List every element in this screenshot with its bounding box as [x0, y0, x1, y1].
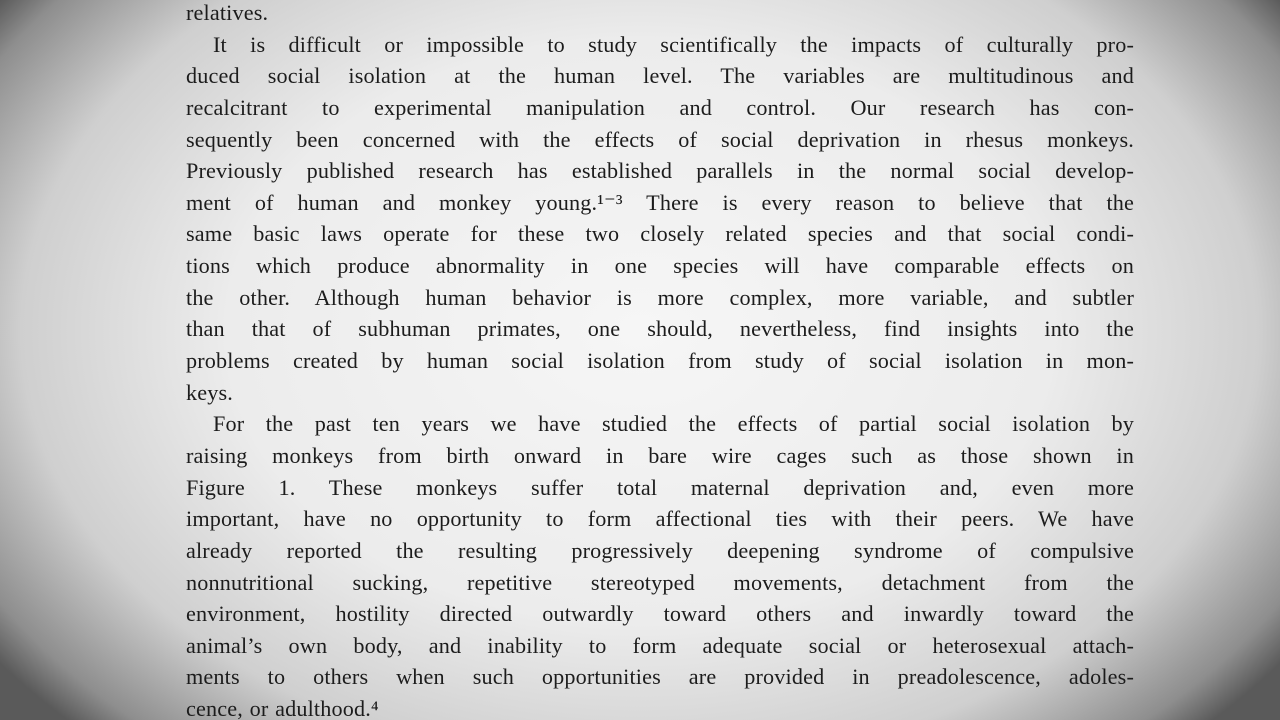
text-line: keys. — [186, 379, 233, 405]
text-line: already reported the resulting progressively deepening syndrome of compulsive — [186, 537, 1134, 563]
text-line: Figure 1. These monkeys suffer total maternal deprivation and, even more — [186, 474, 1134, 500]
text-line: than that of subhuman primates, one should, nevertheless, find insights into the — [186, 316, 1134, 342]
text-line: recalcitrant to experimental manipulation and control. Our research has con- — [186, 94, 1134, 120]
text-line: environment, hostility directed outwardly toward others and inwardly toward the — [186, 601, 1134, 627]
text-line: same basic laws operate for these two closely related species and that social condi- — [186, 221, 1134, 247]
text-line: ments to others when such opportunities are provided in preadolescence, adoles- — [186, 664, 1134, 690]
text-line: problems created by human social isolation from study of social isolation in mon- — [186, 348, 1134, 374]
text-line: sequently been concerned with the effects of social deprivation in rhesus monkeys. — [186, 126, 1134, 152]
text-line: the other. Although human behavior is more complex, more variable, and subtler — [186, 284, 1134, 310]
text-line: raising monkeys from birth onward in bare wire cages such as those shown in — [186, 442, 1134, 468]
text-line: tions which produce abnormality in one species will have comparable effects on — [186, 253, 1134, 279]
text-line: ment of human and monkey young.¹⁻³ There is every reason to believe that the — [186, 189, 1134, 215]
paragraph-first-line: For the past ten years we have studied the effects of partial social isolation by — [213, 411, 1134, 437]
text-line: relatives. — [186, 0, 269, 25]
text-line: duced social isolation at the human level. The variables are multitudinous and — [186, 63, 1134, 89]
paragraph-first-line: It is difficult or impossible to study scientifically the impacts of culturally pro- — [213, 31, 1134, 57]
text-line: animal’s own body, and inability to form adequate social or heterosexual attach- — [186, 632, 1134, 658]
body-text — [186, 0, 1134, 720]
text-line: cence, or adulthood.⁴ — [186, 696, 379, 720]
text-line: Previously published research has established parallels in the normal social develop- — [186, 158, 1134, 184]
text-line: nonnutritional sucking, repetitive stereotyped movements, detachment from the — [186, 569, 1134, 595]
text-line: important, have no opportunity to form affectional ties with their peers. We have — [186, 506, 1134, 532]
